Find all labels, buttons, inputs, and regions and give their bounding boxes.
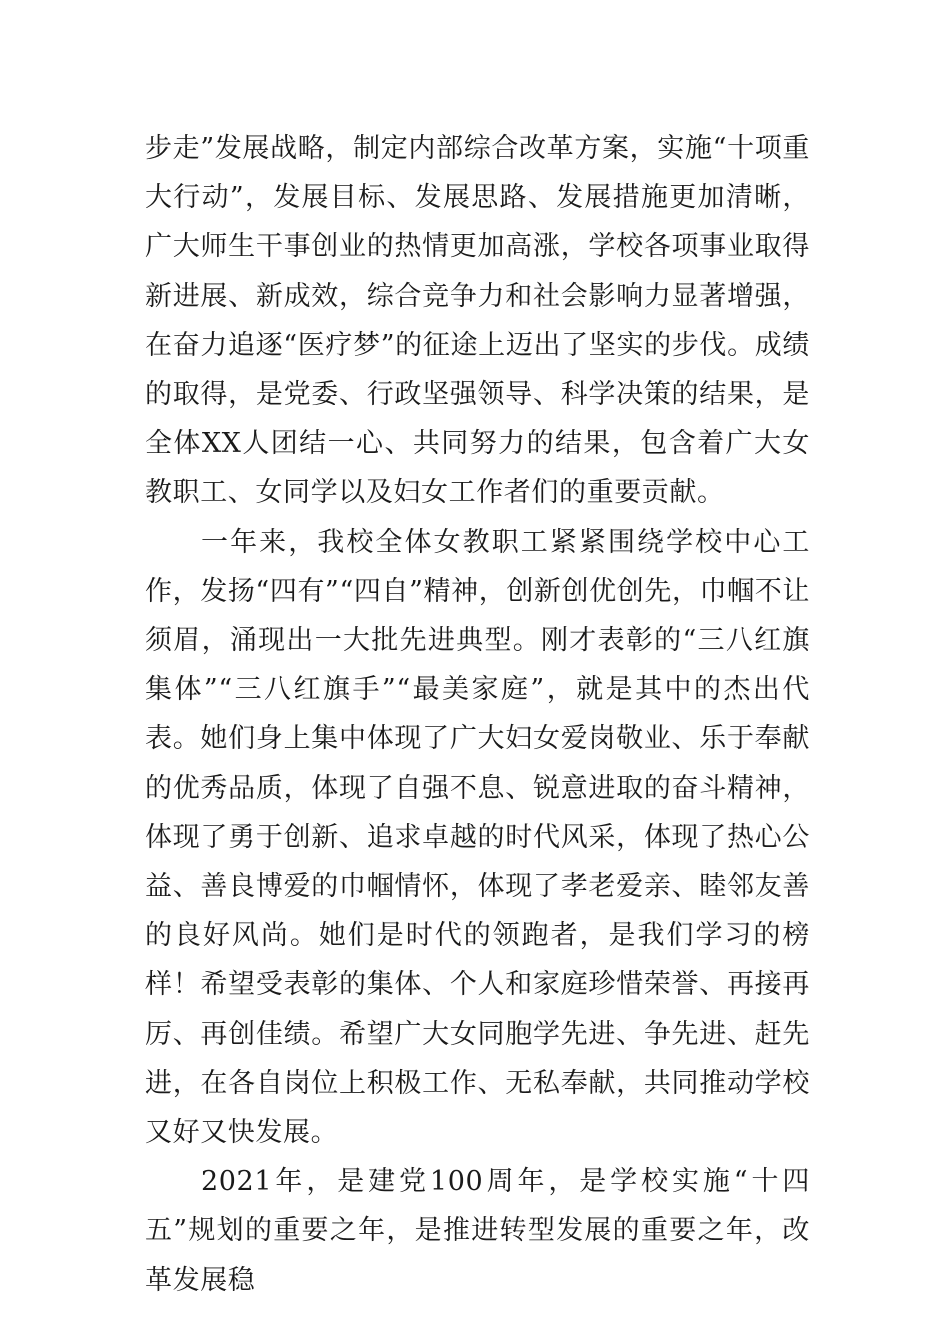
paragraph-2021: 2021年，是建党100周年，是学校实施“十四五”规划的重要之年，是推进转型发展的重要之年，改革发展稳 (145, 1166, 810, 1296)
paragraph-achievements: 一年来，我校全体女教职工紧紧围绕学校中心工作，发扬“四有”“四自”精神，创新创优创先，巾帼不让须眉，涌现出一大批先进典型。刚才表彰的“三八红旗集体”“三八红旗手”“最美家庭”，就是其中的杰出代表。她们身上集中体现了广大妇女爱岗敬业、乐于奉献的优秀品质，体现了自强不息、锐意进取的奋斗精神，体现了勇于创新、追求卓越的时代风采，体现了热心公益、善良博爱的巾帼情怀，体现了孝老爱亲、睦邻友善的良好风尚。她们是时代的领跑者，是我们学习的榜样！希望受表彰的集体、个人和家庭珍惜荣誉、再接再厉、再创佳绩。希望广大女同胞学先进、争先进、赶先进，在各自岗位上积极工作、无私奉献，共同推动学校又好又快发展。 (145, 526, 810, 1149)
paragraph-continuation: 步走”发展战略，制定内部综合改革方案，实施“十项重大行动”，发展目标、发展思路、发展措施更加清晰，广大师生干事创业的热情更加高涨，学校各项事业取得新进展、新成效，综合竞争力和社会影响力显著增强，在奋力追逐“医疗梦”的征途上迈出了坚实的步伐。成绩的取得，是党委、行政坚强领导、科学决策的结果，是全体XX人团结一心、共同努力的结果，包含着广大女教职工、女同学以及妇女工作者们的重要贡献。 (145, 133, 810, 509)
document-body (145, 124, 810, 1305)
